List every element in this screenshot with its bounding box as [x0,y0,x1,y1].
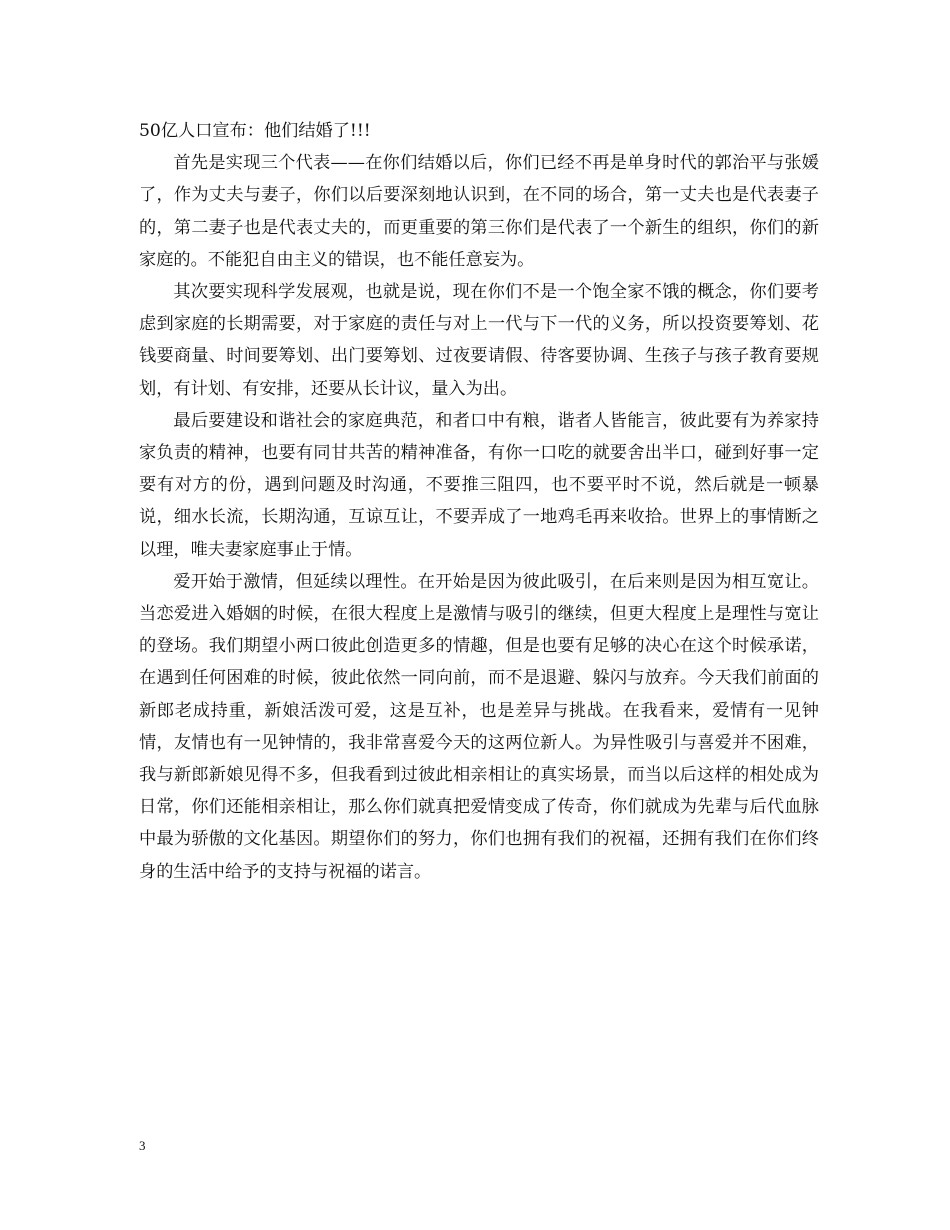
paragraph-three-represents: 首先是实现三个代表——在你们结婚以后，你们已经不再是单身时代的郭治平与张媛了，作为丈夫与妻子，你们以后要深刻地认识到，在不同的场合，第一丈夫也是代表妻子的，第二妻子也是代表丈夫的，而更重要的第三你们是代表了一个新生的组织，你们的新家庭的。不能犯自由主义的错误，也不能任意妄为。 [139,153,819,270]
body-text [139,115,819,888]
paragraph-scientific-development: 其次要实现科学发展观，也就是说，现在你们不是一个饱全家不饿的概念，你们要考虑到家庭的长期需要，对于家庭的责任与对上一代与下一代的义务，所以投资要筹划、花钱要商量、时间要筹划、出门要筹划、过夜要请假、待客要协调、生孩子与孩子教育要规划，有计划、有安排，还要从长计议，量入为出。 [139,282,819,399]
paragraph-love-and-reason: 爱开始于激情，但延续以理性。在开始是因为彼此吸引，在后来则是因为相互宽让。当恋爱进入婚姻的时候，在很大程度上是激情与吸引的继续，但更大程度上是理性与宽让的登场。我们期望小两口彼此创造更多的情趣，但是也要有足够的决心在这个时候承诺，在遇到任何困难的时候，彼此依然一同向前，而不是退避、躲闪与放弃。今天我们前面的新郎老成持重，新娘活泼可爱，这是互补，也是差异与挑战。在我看来，爱情有一见钟情，友情也有一见钟情的，我非常喜爱今天的这两位新人。为异性吸引与喜爱并不困难，我与新郎新娘见得不多，但我看到过彼此相亲相让的真实场景，而当以后这样的相处成为日常，你们还能相亲相让，那么你们就真把爱情变成了传奇，你们就成为先辈与后代血脉中最为骄傲的文化基因。期望你们的努力，你们也拥有我们的祝福，还拥有我们在你们终身的生活中给予的支持与祝福的诺言。 [139,571,819,882]
page-number: 3 [139,1138,146,1153]
paragraph-heading-line: 50亿人口宣布：他们结婚了!!! [139,121,371,141]
paragraph-harmonious-society: 最后要建设和谐社会的家庭典范，和者口中有粮，谐者人皆能言，彼此要有为养家持家负责的精神，也要有同甘共苦的精神准备，有你一口吃的就要舍出半口，碰到好事一定要有对方的份，遇到问题及时沟通，不要推三阻四，也不要平时不说，然后就是一顿暴说，细水长流，长期沟通，互谅互让，不要弄成了一地鸡毛再来收拾。世界上的事情断之以理，唯夫妻家庭事止于情。 [139,410,819,560]
